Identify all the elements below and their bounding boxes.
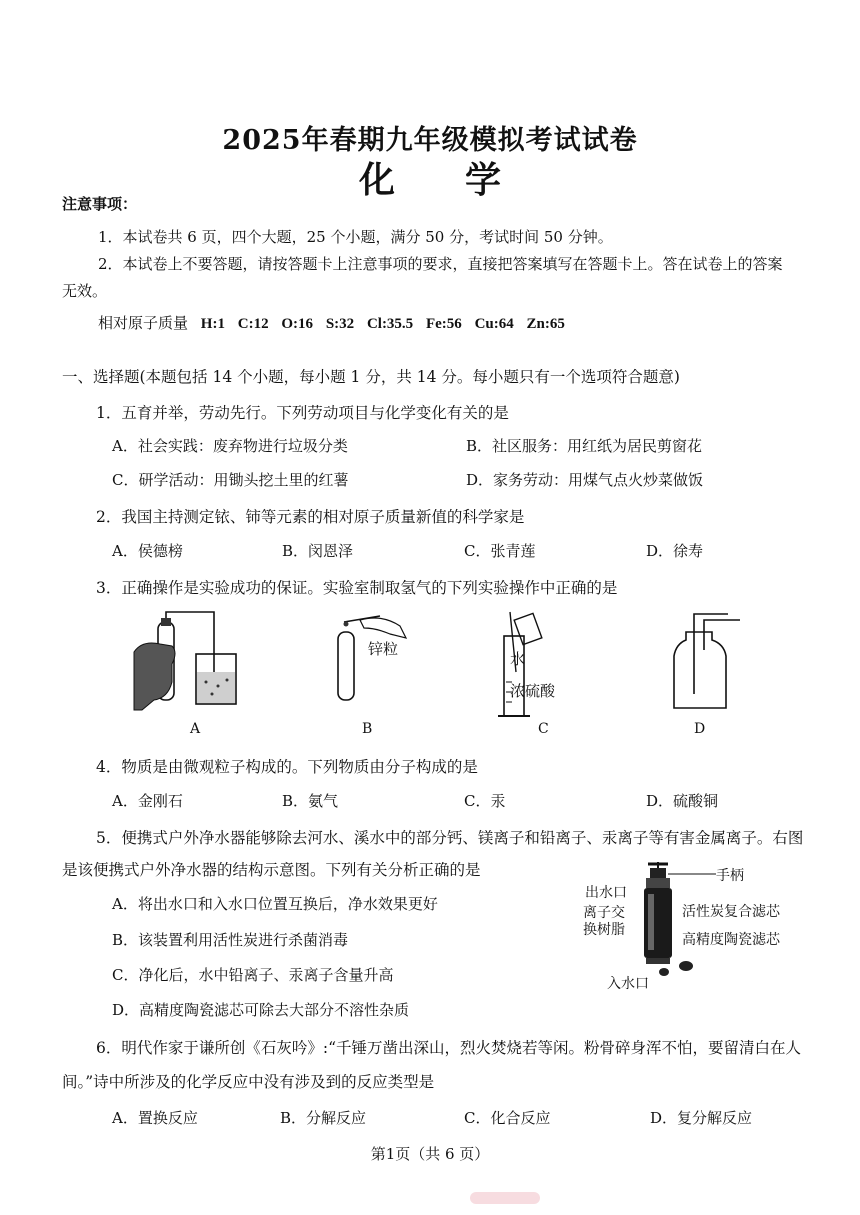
q5-option-b: B．该装置利用活性炭进行杀菌消毒 [112,931,349,949]
mass-s: S:32 [325,316,355,332]
q3-fig-c-label-water: 水 [510,650,526,668]
q2-option-d: D．徐寿 [646,542,704,560]
notice-heading: 注意事项： [62,195,138,213]
q6-option-b: B．分解反应 [280,1109,367,1127]
q6-option-c: C．化合反应 [464,1109,551,1127]
q5-fig-inlet: 入水口 [607,976,649,992]
mass-zn: Zn:65 [526,316,565,332]
q4-option-b: B．氨气 [282,792,339,810]
q5-fig-resin-2: 换树脂 [583,922,625,938]
q5-water-purifier-figure [638,862,698,982]
q6-stem-line2: 间。”诗中所涉及的化学反应中没有涉及到的反应类型是 [62,1073,435,1091]
q1-option-a: A．社会实践：废弃物进行垃圾分类 [112,437,348,455]
subject-title: 化学 [358,159,571,201]
mass-h: H:1 [200,316,225,332]
q5-stem-line2: 是该便携式户外净水器的结构示意图。下列有关分析正确的是 [62,861,481,879]
q2-option-a: A．侯德榜 [112,542,183,560]
mass-o: O:16 [281,316,314,332]
q3-label-b: B [362,721,373,737]
q3-fig-c-label-acid: 浓硫酸 [510,682,556,700]
q5-stem-line1: 5．便携式户外净水器能够除去河水、溪水中的部分钙、镁离子和铅离子、汞离子等有害金属离子。右图 [96,829,804,847]
q3-figure-c [496,612,556,722]
q3-label-d: D [694,721,706,737]
q5-option-c: C．净化后，水中铅离子、汞离子含量升高 [112,966,394,984]
q6-stem-line1: 6．明代作家于谦所创《石灰吟》:“千锤万凿出深山，烈火焚烧若等闲。粉骨碎身浑不怕，要留清白在人 [96,1039,802,1057]
q1-option-c: C．研学活动：用锄头挖土里的红薯 [112,471,349,489]
q4-option-c: C．汞 [464,792,506,810]
q3-stem: 3．正确操作是实验成功的保证。实验室制取氢气的下列实验操作中正确的是 [96,579,618,597]
q2-stem: 2．我国主持测定铱、铈等元素的相对原子质量新值的科学家是 [96,508,525,526]
q6-option-a: A．置换反应 [112,1109,198,1127]
q4-option-d: D．硫酸铜 [646,792,719,810]
atomic-mass-row [98,312,565,333]
mass-cu: Cu:64 [474,316,514,332]
q4-option-a: A．金刚石 [112,792,183,810]
q5-fig-carbon: 活性炭复合滤芯 [682,904,780,920]
q1-stem: 1．五育并举，劳动先行。下列劳动项目与化学变化有关的是 [96,404,509,422]
q6-option-d: D．复分解反应 [650,1109,753,1127]
q5-option-a: A．将出水口和入水口位置互换后，净水效果更好 [112,895,438,913]
q1-option-b: B．社区服务：用红纸为居民剪窗花 [466,437,703,455]
notice-item-2: 2．本试卷上不要答题，请按答题卡上注意事项的要求，直接把答案填写在答题卡上。答在试卷上的答案 [98,255,783,273]
section-1-heading: 一、选择题(本题包括 14 个小题，每小题 1 分，共 14 分。每小题只有一个选项符合题意) [62,368,680,386]
scan-smudge [470,1192,540,1204]
exam-title: 2025年春期九年级模拟考试试卷 [222,125,638,156]
q2-option-b: B．闵恩泽 [282,542,354,560]
mass-cl: Cl:35.5 [366,316,414,332]
q1-option-d: D．家务劳动：用煤气点火炒菜做饭 [466,471,704,489]
q2-option-c: C．张青莲 [464,542,536,560]
mass-c: C:12 [237,316,269,332]
q3-figure-b [320,614,420,704]
mass-fe: Fe:56 [425,316,462,332]
q3-label-a: A [190,721,201,737]
q5-fig-handle: 手柄 [716,868,744,884]
q5-option-d: D．高精度陶瓷滤芯可除去大部分不溶性杂质 [112,1001,410,1019]
q3-figure-d [666,610,746,710]
notice-item-2-cont: 无效。 [62,282,108,300]
q5-fig-handle-leader [668,873,716,875]
q3-fig-b-label: 锌粒 [368,640,399,658]
page-footer: 第1页（共 6 页） [370,1145,490,1163]
q3-label-c: C [538,721,549,737]
q3-figure-a [132,612,252,712]
q5-fig-resin-1: 离子交 [583,905,625,921]
q5-fig-outlet: 出水口 [585,885,627,901]
q4-stem: 4．物质是由微观粒子构成的。下列物质由分子构成的是 [96,758,478,776]
q5-fig-ceramic: 高精度陶瓷滤芯 [682,932,780,948]
notice-item-1: 1．本试卷共 6 页，四个大题，25 个小题，满分 50 分，考试时间 50 分钟。 [98,228,613,246]
atomic-mass-label: 相对原子质量 [98,314,189,332]
